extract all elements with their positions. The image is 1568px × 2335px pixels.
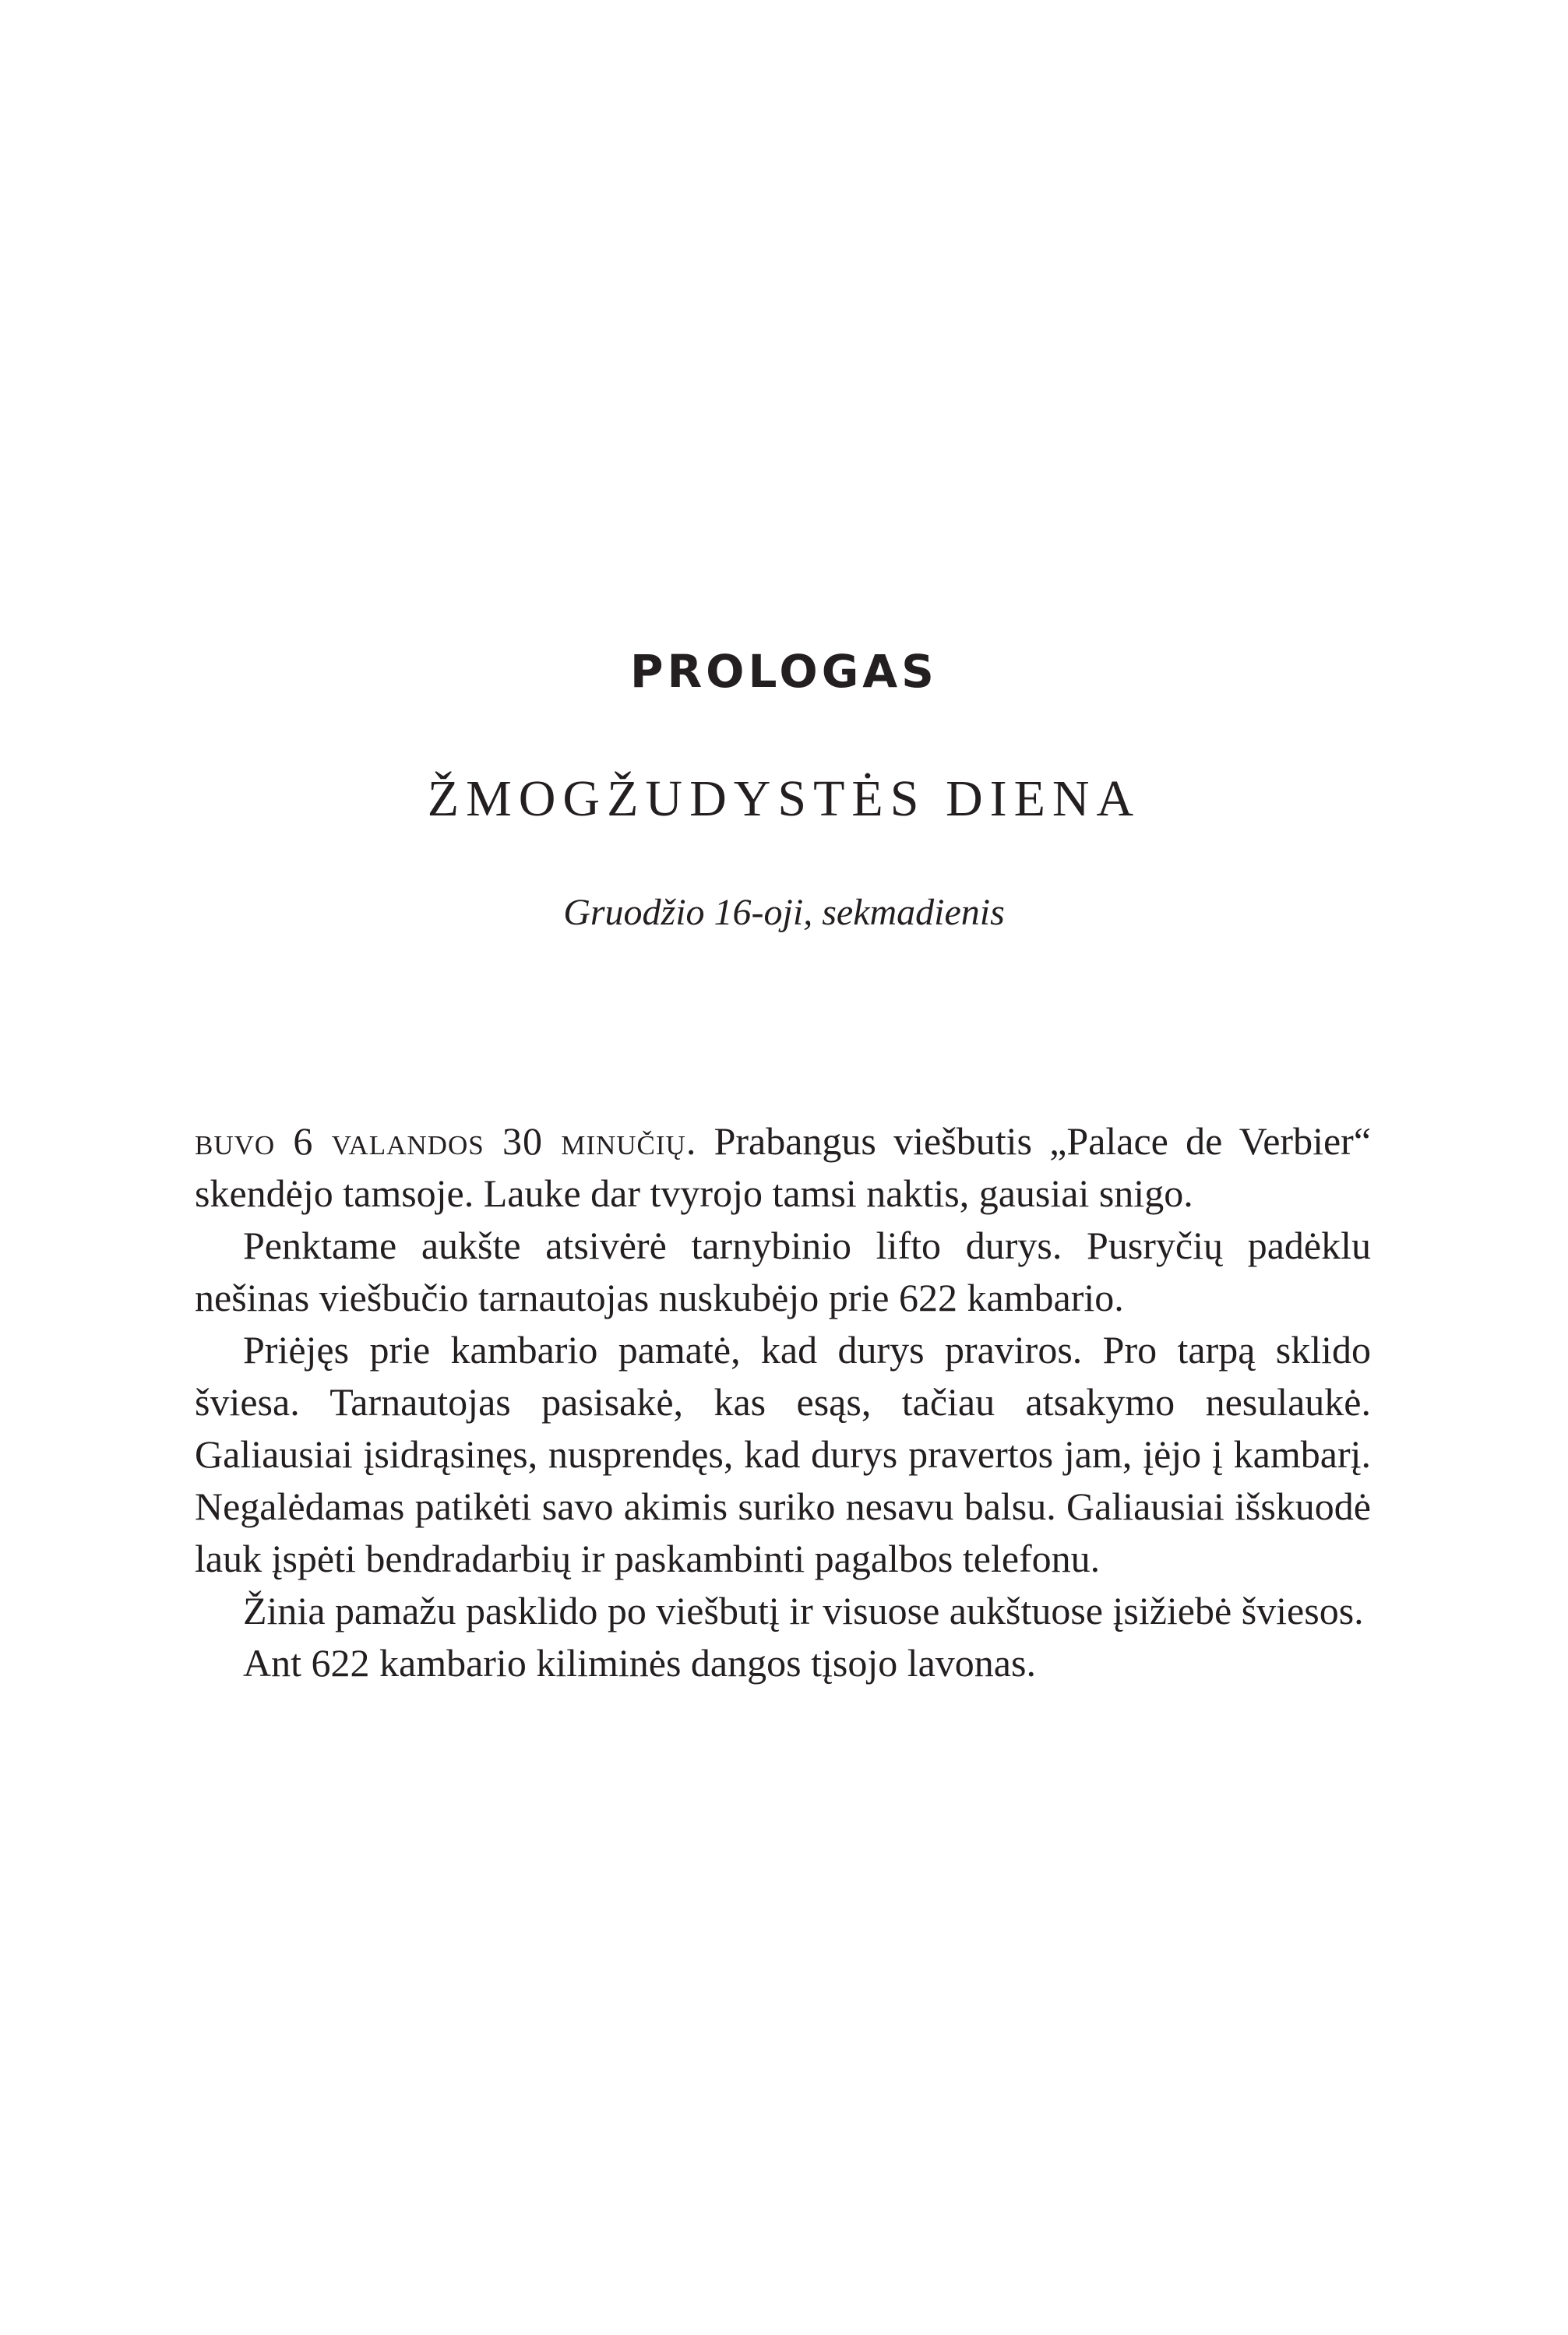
paragraph: Žinia pamažu pasklido po viešbutį ir visuose aukštuose įsižiebė šviesos. [243, 1589, 1364, 1632]
body-text [195, 1115, 1371, 1689]
paragraph: Penktame aukšte atsivėrė tarnybinio lifto durys. Pusryčių padėklu nešinas viešbučio tarnautojas nuskubėjo prie 622 kambario. [195, 1224, 1371, 1319]
paragraph: Priėjęs prie kambario pamatė, kad durys praviros. Pro tarpą sklido šviesa. Tarnautojas pasisakė, kas esąs, tačiau atsakymo nesulaukė. Galiausiai įsidrąsinęs, nusprendęs, kad durys pravertos jam, įėjo į kambarį. Negalėdamas patikėti savo akimis suriko nesavu balsu. Galiausiai išskuodė lauk įspėti bendradarbių ir paskambinti pagalbos telefonu. [195, 1328, 1371, 1580]
chapter-title: ŽMOGŽUDYSTĖS DIENA [427, 770, 1141, 827]
part-label: PROLOGAS [630, 645, 938, 698]
paragraph [195, 1115, 1371, 1220]
opening-smallcaps: buvo 6 valandos 30 minučių. [195, 1119, 697, 1163]
paragraph: Ant 622 kambario kiliminės dangos tįsojo lavonas. [243, 1641, 1036, 1685]
chapter-date: Gruodžio 16-oji, sekmadienis [563, 892, 1005, 933]
paragraph-text: Prabangus viešbutis „Palace de Verbier“ skendėjo tamsoje. Lauke dar tvyrojo tamsi naktis, gausiai snigo. [195, 1119, 1372, 1215]
